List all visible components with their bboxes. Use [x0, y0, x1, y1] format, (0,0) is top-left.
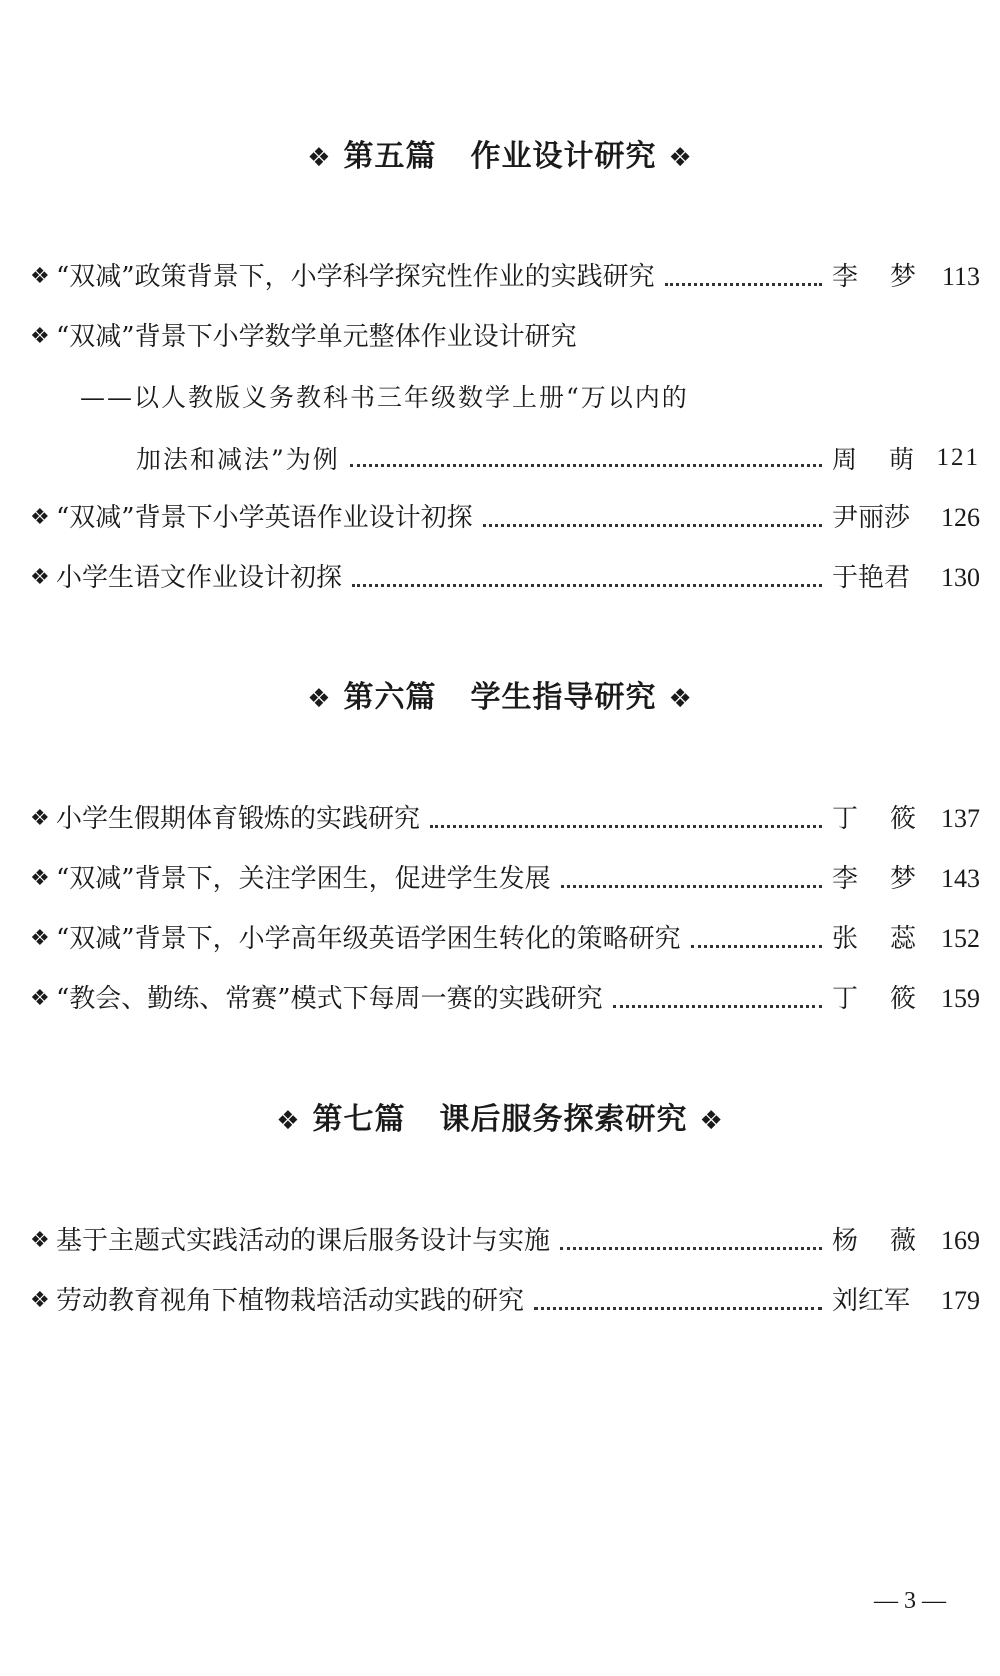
entry-title: “双减”政策背景下，小学科学探究性作业的实践研究 [56, 262, 655, 292]
diamond-icon: ❖ [307, 684, 332, 714]
entry-page: 126 [941, 503, 980, 532]
entry-author: 尹丽莎 [832, 503, 911, 533]
entry-author: 于艳君 [832, 563, 911, 593]
toc-entry-continued[interactable] [136, 438, 980, 478]
page-number-footer: — 3 — [874, 1588, 946, 1614]
toc-entry[interactable] [30, 979, 980, 1019]
section-number: 第六篇 [343, 680, 437, 715]
entry-title: 劳动教育视角下植物栽培活动实践的研究 [56, 1286, 525, 1316]
dot-leader [665, 257, 822, 297]
entry-page: 169 [941, 1226, 980, 1255]
dot-leader [560, 1221, 822, 1261]
entry-subtitle: ——以人教版义务教科书三年级数学上册“万以内的 [80, 383, 689, 412]
section-title: 课后服务探索研究 [439, 1102, 688, 1137]
bullet-icon: ❖ [30, 806, 50, 831]
diamond-icon: ❖ [668, 143, 693, 173]
entry-title: 小学生语文作业设计初探 [56, 563, 343, 593]
toc-entry[interactable] [30, 317, 980, 357]
toc-entry[interactable] [30, 1281, 980, 1321]
entry-title: 小学生假期体育锻炼的实践研究 [56, 804, 421, 834]
entry-author: 周 萌 [832, 445, 916, 474]
dot-leader [352, 558, 822, 598]
diamond-icon: ❖ [668, 684, 693, 714]
dot-leader [561, 859, 822, 899]
bullet-icon: ❖ [30, 505, 50, 530]
entry-subtitle-cont: 加法和减法”为例 [136, 445, 340, 474]
section-title: 学生指导研究 [470, 680, 657, 715]
bullet-icon: ❖ [30, 986, 50, 1011]
bullet-icon: ❖ [30, 565, 50, 590]
entry-page: 152 [941, 924, 980, 953]
section-heading-6 [0, 678, 1000, 719]
dot-leader [430, 799, 822, 839]
section-heading-7 [0, 1100, 1000, 1141]
toc-entry[interactable] [30, 257, 980, 297]
toc-entry[interactable] [30, 799, 980, 839]
entry-author: 李 梦 [832, 864, 916, 894]
entry-author: 张 蕊 [832, 924, 916, 954]
bullet-icon: ❖ [30, 324, 50, 349]
section-title: 作业设计研究 [470, 139, 657, 174]
entry-author: 李 梦 [832, 262, 916, 292]
entry-page: 130 [941, 563, 980, 592]
diamond-icon: ❖ [699, 1106, 724, 1136]
diamond-icon: ❖ [276, 1106, 301, 1136]
bullet-icon: ❖ [30, 866, 50, 891]
toc-entry[interactable] [30, 919, 980, 959]
entry-page: 121 [936, 444, 980, 471]
bullet-icon: ❖ [30, 264, 50, 289]
toc-entry[interactable] [30, 859, 980, 899]
entry-title: “教会、勤练、常赛”模式下每周一赛的实践研究 [56, 984, 603, 1014]
section-number: 第七篇 [312, 1102, 406, 1137]
entry-title: 基于主题式实践活动的课后服务设计与实施 [56, 1226, 551, 1256]
entry-page: 137 [941, 804, 980, 833]
dot-leader [483, 498, 822, 538]
entry-page: 179 [941, 1286, 980, 1315]
dot-leader [350, 438, 822, 478]
entry-title: “双减”背景下，小学高年级英语学困生转化的策略研究 [56, 924, 681, 954]
section-heading-5 [0, 137, 1000, 178]
toc-entry[interactable] [30, 1221, 980, 1261]
dot-leader [613, 979, 822, 1019]
entry-page: 113 [941, 262, 980, 291]
dot-leader [534, 1281, 822, 1321]
entry-page: 159 [941, 984, 980, 1013]
toc-entry[interactable] [30, 498, 980, 538]
entry-author: 丁 筱 [832, 804, 916, 834]
section-number: 第五篇 [343, 139, 437, 174]
bullet-icon: ❖ [30, 1228, 50, 1253]
toc-entry[interactable] [30, 558, 980, 598]
bullet-icon: ❖ [30, 926, 50, 951]
diamond-icon: ❖ [307, 143, 332, 173]
entry-author: 丁 筱 [832, 984, 916, 1014]
dot-leader [691, 919, 822, 959]
entry-page: 143 [941, 864, 980, 893]
entry-title: “双减”背景下小学英语作业设计初探 [56, 503, 473, 533]
bullet-icon: ❖ [30, 1288, 50, 1313]
entry-author: 杨 薇 [832, 1226, 916, 1256]
entry-author: 刘红军 [832, 1286, 911, 1316]
entry-title: “双减”背景下小学数学单元整体作业设计研究 [56, 322, 577, 352]
entry-title: “双减”背景下，关注学困生，促进学生发展 [56, 864, 551, 894]
